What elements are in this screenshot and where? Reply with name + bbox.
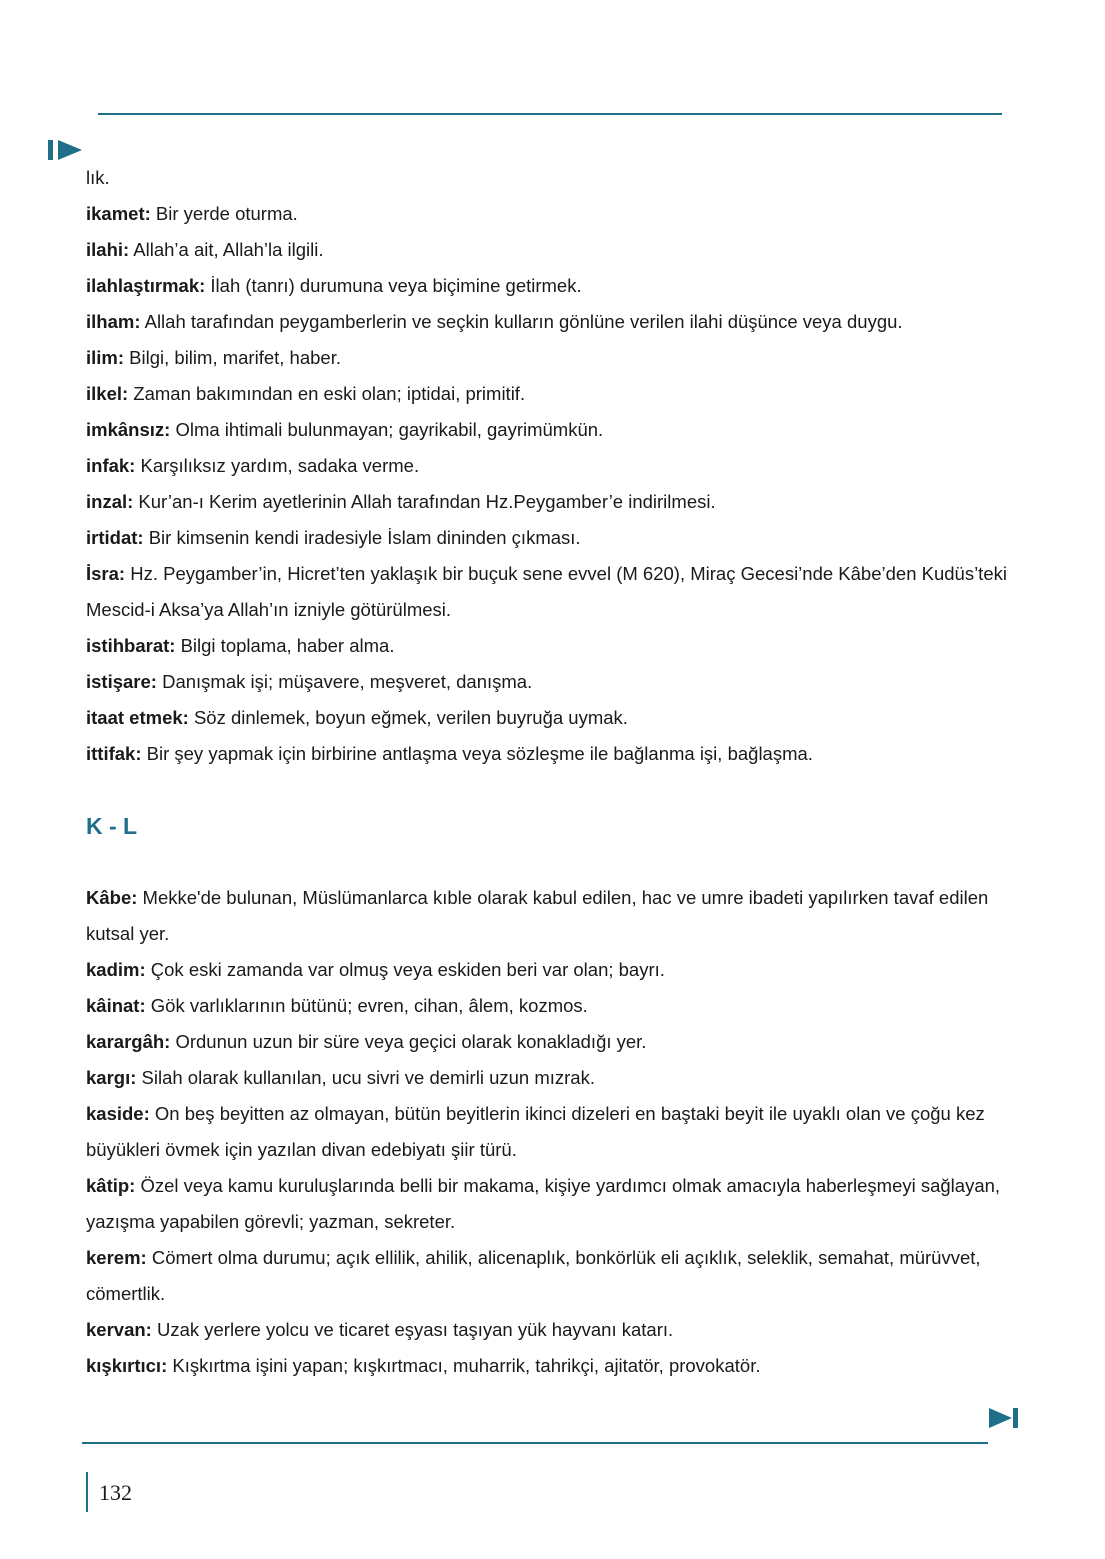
- glossary-entry: [86, 700, 1016, 736]
- glossary-entry: [86, 1096, 1016, 1168]
- glossary-entry: [86, 484, 1016, 520]
- glossary-entry: [86, 304, 1016, 340]
- page-number: 132: [99, 1480, 132, 1505]
- glossary-definition: Olma ihtimali bulunmayan; gayrikabil, gayrimümkün.: [170, 419, 604, 440]
- glossary-entry: [86, 628, 1016, 664]
- glossary-term: irtidat:: [86, 527, 144, 548]
- glossary-entry: [86, 196, 1016, 232]
- glossary-definition: Bilgi toplama, haber alma.: [175, 635, 395, 656]
- glossary-term: Kâbe:: [86, 887, 138, 908]
- glossary-entry: [86, 1240, 1016, 1312]
- glossary-entry: [86, 556, 1016, 628]
- glossary-definition: Çok eski zamanda var olmuş veya eskiden beri var olan; bayrı.: [145, 959, 665, 980]
- glossary-entry: [86, 880, 1016, 952]
- glossary-definition: On beş beyitten az olmayan, bütün beyitlerin ikinci dizeleri en baştaki beyit ile uyaklı olan ve çoğu kez büyükleri övmek için yazılan divan edebiyatı şiir türü.: [86, 1103, 985, 1160]
- glossary-term: ittifak:: [86, 743, 142, 764]
- glossary-term: kerem:: [86, 1247, 147, 1268]
- glossary-term: infak:: [86, 455, 136, 476]
- glossary-term: ilahi:: [86, 239, 130, 260]
- glossary-term: karargâh:: [86, 1031, 171, 1052]
- bottom-divider: [82, 1442, 988, 1444]
- glossary-definition: Mekke'de bulunan, Müslümanlarca kıble olarak kabul edilen, hac ve umre ibadeti yapılırken tavaf edilen kutsal yer.: [86, 887, 989, 944]
- glossary-term: istihbarat:: [86, 635, 176, 656]
- glossary-term: kadim:: [86, 959, 146, 980]
- glossary-term: kargı:: [86, 1067, 137, 1088]
- glossary-definition: Ordunun uzun bir süre veya geçici olarak konakladığı yer.: [170, 1031, 647, 1052]
- glossary-definition: lık.: [86, 167, 110, 188]
- glossary-definition: Zaman bakımından en eski olan; iptidai, primitif.: [128, 383, 526, 404]
- glossary-term: ilahlaştırmak:: [86, 275, 206, 296]
- glossary-entry: [86, 1168, 1016, 1240]
- glossary-definition: Kur’an-ı Kerim ayetlerinin Allah tarafından Hz.Peygamber’e indirilmesi.: [133, 491, 716, 512]
- glossary-term: kaside:: [86, 1103, 150, 1124]
- section-heading: K - L: [86, 813, 138, 839]
- glossary-list-kl: [86, 880, 1016, 1384]
- glossary-entry: [86, 340, 1016, 376]
- glossary-entry: [86, 232, 1016, 268]
- glossary-term: istişare:: [86, 671, 157, 692]
- glossary-entry: [86, 412, 1016, 448]
- glossary-term: ilim:: [86, 347, 125, 368]
- glossary: [86, 160, 1016, 1384]
- glossary-entry: [86, 952, 1016, 988]
- glossary-definition: Söz dinlemek, boyun eğmek, verilen buyruğa uymak.: [188, 707, 628, 728]
- glossary-entry: [86, 1348, 1016, 1384]
- glossary-definition: Bilgi, bilim, marifet, haber.: [124, 347, 341, 368]
- glossary-entry: [86, 1060, 1016, 1096]
- glossary-entry: [86, 988, 1016, 1024]
- glossary-term: ikamet:: [86, 203, 151, 224]
- glossary-definition: Hz. Peygamber’in, Hicret’ten yaklaşık bir buçuk sene evvel (M 620), Miraç Gecesi’nde Kâbe’den Kudüs’teki Mescid-i Aksa’ya Allah’ın izniyle götürülmesi.: [86, 563, 1007, 620]
- glossary-term: İsra:: [86, 563, 126, 584]
- play-start-icon: [48, 139, 84, 161]
- play-end-icon: [989, 1407, 1019, 1429]
- glossary-term: imkânsız:: [86, 419, 171, 440]
- glossary-term: itaat etmek:: [86, 707, 189, 728]
- glossary-term: kâinat:: [86, 995, 146, 1016]
- top-divider: [98, 113, 1002, 115]
- glossary-term: kervan:: [86, 1319, 152, 1340]
- glossary-definition: Karşılıksız yardım, sadaka verme.: [135, 455, 420, 476]
- glossary-definition: Uzak yerlere yolcu ve ticaret eşyası taşıyan yük hayvanı katarı.: [151, 1319, 674, 1340]
- glossary-definition: Gök varlıklarının bütünü; evren, cihan, âlem, kozmos.: [145, 995, 588, 1016]
- glossary-definition: Bir yerde oturma.: [150, 203, 298, 224]
- glossary-entry: [86, 664, 1016, 700]
- glossary-term: ilham:: [86, 311, 141, 332]
- glossary-entry: [86, 268, 1016, 304]
- glossary-term: inzal:: [86, 491, 134, 512]
- glossary-term: ilkel:: [86, 383, 129, 404]
- glossary-entry: [86, 1312, 1016, 1348]
- glossary-definition: Danışmak işi; müşavere, meşveret, danışma.: [156, 671, 533, 692]
- glossary-definition: Silah olarak kullanılan, ucu sivri ve demirli uzun mızrak.: [136, 1067, 595, 1088]
- glossary-definition: Bir şey yapmak için birbirine antlaşma veya sözleşme ile bağlanma işi, bağlaşma.: [141, 743, 813, 764]
- glossary-term: kışkırtıcı:: [86, 1355, 168, 1376]
- glossary-definition: Allah’a ait, Allah’la ilgili.: [129, 239, 324, 260]
- glossary-definition: Cömert olma durumu; açık ellilik, ahilik, alicenaplık, bonkörlük eli açıklık, seleklik, semahat, mürüvvet, cömertlik.: [86, 1247, 981, 1304]
- glossary-definition: Allah tarafından peygamberlerin ve seçkin kulların gönlüne verilen ilahi düşünce veya duygu.: [140, 311, 903, 332]
- page-number-bar: [86, 1472, 88, 1512]
- glossary-entry: [86, 376, 1016, 412]
- glossary-definition: Özel veya kamu kuruluşlarında belli bir makama, kişiye yardımcı olmak amacıyla haberleşmeyi sağlayan, yazışma yapabilen görevli; yazman, sekreter.: [86, 1175, 1001, 1232]
- glossary-definition: Kışkırtma işini yapan; kışkırtmacı, muharrik, tahrikçi, ajitatör, provokatör.: [167, 1355, 761, 1376]
- glossary-list-top: [86, 160, 1016, 772]
- glossary-definition: İlah (tanrı) durumuna veya biçimine getirmek.: [205, 275, 582, 296]
- glossary-definition: Bir kimsenin kendi iradesiyle İslam dininden çıkması.: [143, 527, 581, 548]
- glossary-entry: [86, 736, 1016, 772]
- glossary-entry: [86, 160, 1016, 196]
- glossary-entry: [86, 448, 1016, 484]
- glossary-entry: [86, 1024, 1016, 1060]
- glossary-term: kâtip:: [86, 1175, 136, 1196]
- glossary-entry: [86, 520, 1016, 556]
